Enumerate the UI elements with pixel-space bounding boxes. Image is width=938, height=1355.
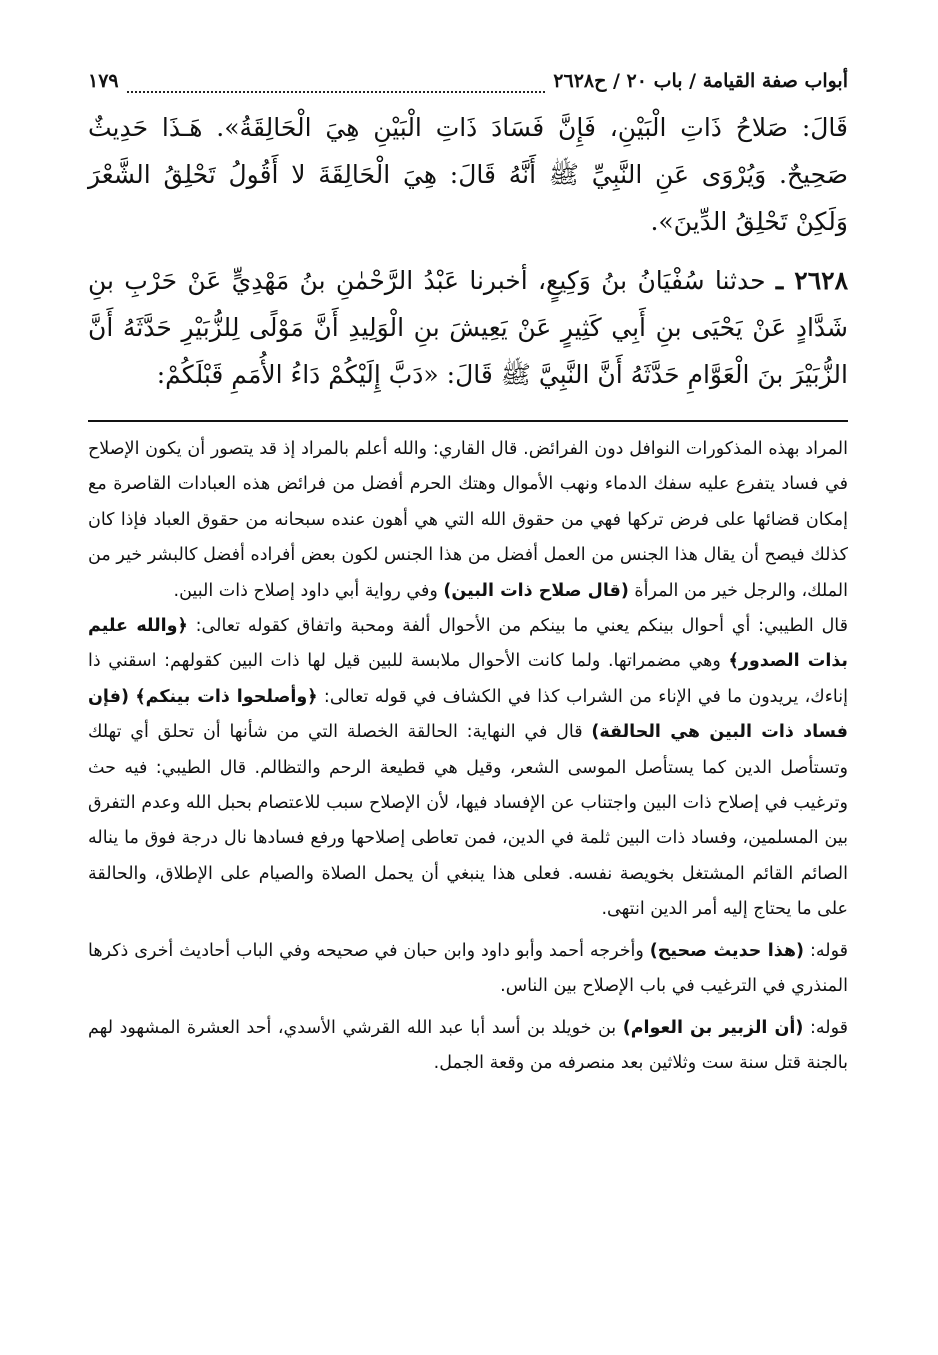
commentary-paragraph-1 <box>88 432 848 609</box>
commentary-text: وهي مضمراتها. ولما كانت الأحوال ملابسة للبين قيل لها ذات البين كقولهم: اسقني ذا إناءك، يريدون ما في الإناء من الشراب كذا في الكشاف في قوله تعالى: <box>88 651 848 707</box>
commentary-quote: (قال صلاح ذات البين) <box>443 580 629 601</box>
commentary-text: وفي رواية أبي داود إصلاح ذات البين. <box>173 580 438 601</box>
commentary-quote: (هذا حديث صحيح) <box>649 940 805 961</box>
hadith-text <box>88 104 848 398</box>
commentary-text: بن خويلد بن أسد أبا عبد الله القرشي الأسدي، أحد العشرة المشهود لهم بالجنة قتل سنة ست وثلاثين بعد منصرفه من وقعة الجمل. <box>88 1017 848 1073</box>
hadith-paragraph-2 <box>88 257 848 398</box>
hadith-number: ٢٦٢٨ ـ <box>775 266 848 295</box>
commentary-verse: ﴿وأصلحوا ذات بينكم﴾ <box>135 686 318 707</box>
footnote-divider <box>88 420 848 422</box>
commentary <box>88 432 848 1081</box>
commentary-text: قوله: <box>809 1017 848 1038</box>
commentary-text: وأخرجه أحمد وأبو داود وابن حبان في صحيحه وفي الباب أحاديث أخرى ذكرها المنذري في الترغيب في باب الإصلاح بين الناس. <box>88 940 848 997</box>
book-page <box>88 70 848 1081</box>
commentary-text: قوله: <box>809 940 848 961</box>
hadith-paragraph-1: قَالَ: صَلاحُ ذَاتِ الْبَيْنِ، فَإِنَّ فَسَادَ ذَاتِ الْبَيْنِ هِيَ الْحَالِقَةُ». هَـذَا حَدِيثٌ صَحِيحٌ. وَيُرْوَى عَنِ النَّبِيِّ ﷺ أَنَّهُ قَالَ: هِيَ الْحَالِقَةَ لا أَقُولُ تَحْلِقُ الشَّعْرَ وَلَكِنْ تَحْلِقُ الدِّينَ». <box>88 113 848 236</box>
header-dot-leader <box>127 81 546 93</box>
commentary-paragraph-4 <box>88 1011 848 1082</box>
commentary-paragraph-3 <box>88 934 848 1005</box>
commentary-text: المراد بهذه المذكورات النوافل دون الفرائض. قال القاري: والله أعلم بالمراد إذ قد يتصور أن يكون الإصلاح في فساد يتفرع عليه سفك الدماء ونهب الأموال وهتك الحرم أفضل من فرائض هذه العبادات القاصرة مع إمكان قضائها على فرض تركها فهي من حقوق الله التي هي أهون عنده سبحانه من حقوق العباد فإذا كان كذلك فيصح أن يقال هذا الجنس من العمل أفضل من هذا الجنس لكون بعض أفراده أفضل كالبشر خير من الملك، والرجل خير من المرأة <box>88 439 848 601</box>
commentary-text: قال الطيبي: أي أحوال بينكم يعني ما بينكم من الأحوال ألفة ومحبة واتفاق كقوله تعالى: <box>195 616 848 637</box>
page-number: ١٧٩ <box>88 70 119 92</box>
commentary-quote: (فإن فساد ذات البين هي الحالقة) <box>88 686 848 743</box>
commentary-text: قال في النهاية: الحالقة الخصلة التي من شأنها أن تحلق أي تهلك وتستأصل الدين كما يستأصل الموسى الشعر، وقيل هي قطيعة الرحم والتظالم. قال الطيبي: فيه حث وترغيب في إصلاح ذات البين واجتناب عن الإفساد فيها، لأن الإصلاح سبب للاعتصام بحبل الله وعدم التفرق بين المسلمين، وفساد ذات البين ثلمة في الدين، فمن تعاطى إصلاحها ورفع فسادها نال درجة فوق ما يناله الصائم القائم المشتغل بخويصة نفسه. فعلى هذا ينبغي أن يحمل الصلاة والصيام على الإطلاق، والحالقة على ما يحتاج إليه أمر الدين انتهى. <box>88 722 848 920</box>
commentary-verse: ﴿والله عليم بذات الصدور﴾ <box>88 616 849 672</box>
commentary-quote: (أن الزبير بن العوام) <box>622 1017 804 1038</box>
header-title: أبواب صفة القيامة / باب ٢٠ / ح٢٦٢٨ <box>553 70 848 92</box>
hadith-isnad-text: حدثنا سُفْيَانُ بنُ وَكِيعٍ، أخبرنا عَبْدُ الرَّحْمٰنِ بنُ مَهْدِيٍّ عَنْ حَرْبِ بنِ شَدَّادٍ عَنْ يَحْيَى بنِ أَبِي كَثِيرٍ عَنْ يَعِيشَ بنِ الْوَلِيدِ أَنَّ مَوْلًى لِلزُّبَيْرِ حَدَّثَهُ أَنَّ الزُّبَيْرَ بنَ الْعَوَّامِ حَدَّثَهُ أَنَّ النَّبِيَّ ﷺ قَالَ: «دَبَّ إِلَيْكُمْ دَاءُ الأُمَمِ قَبْلَكُمْ: <box>88 266 848 389</box>
commentary-paragraph-2 <box>88 609 848 928</box>
running-header <box>88 70 848 104</box>
